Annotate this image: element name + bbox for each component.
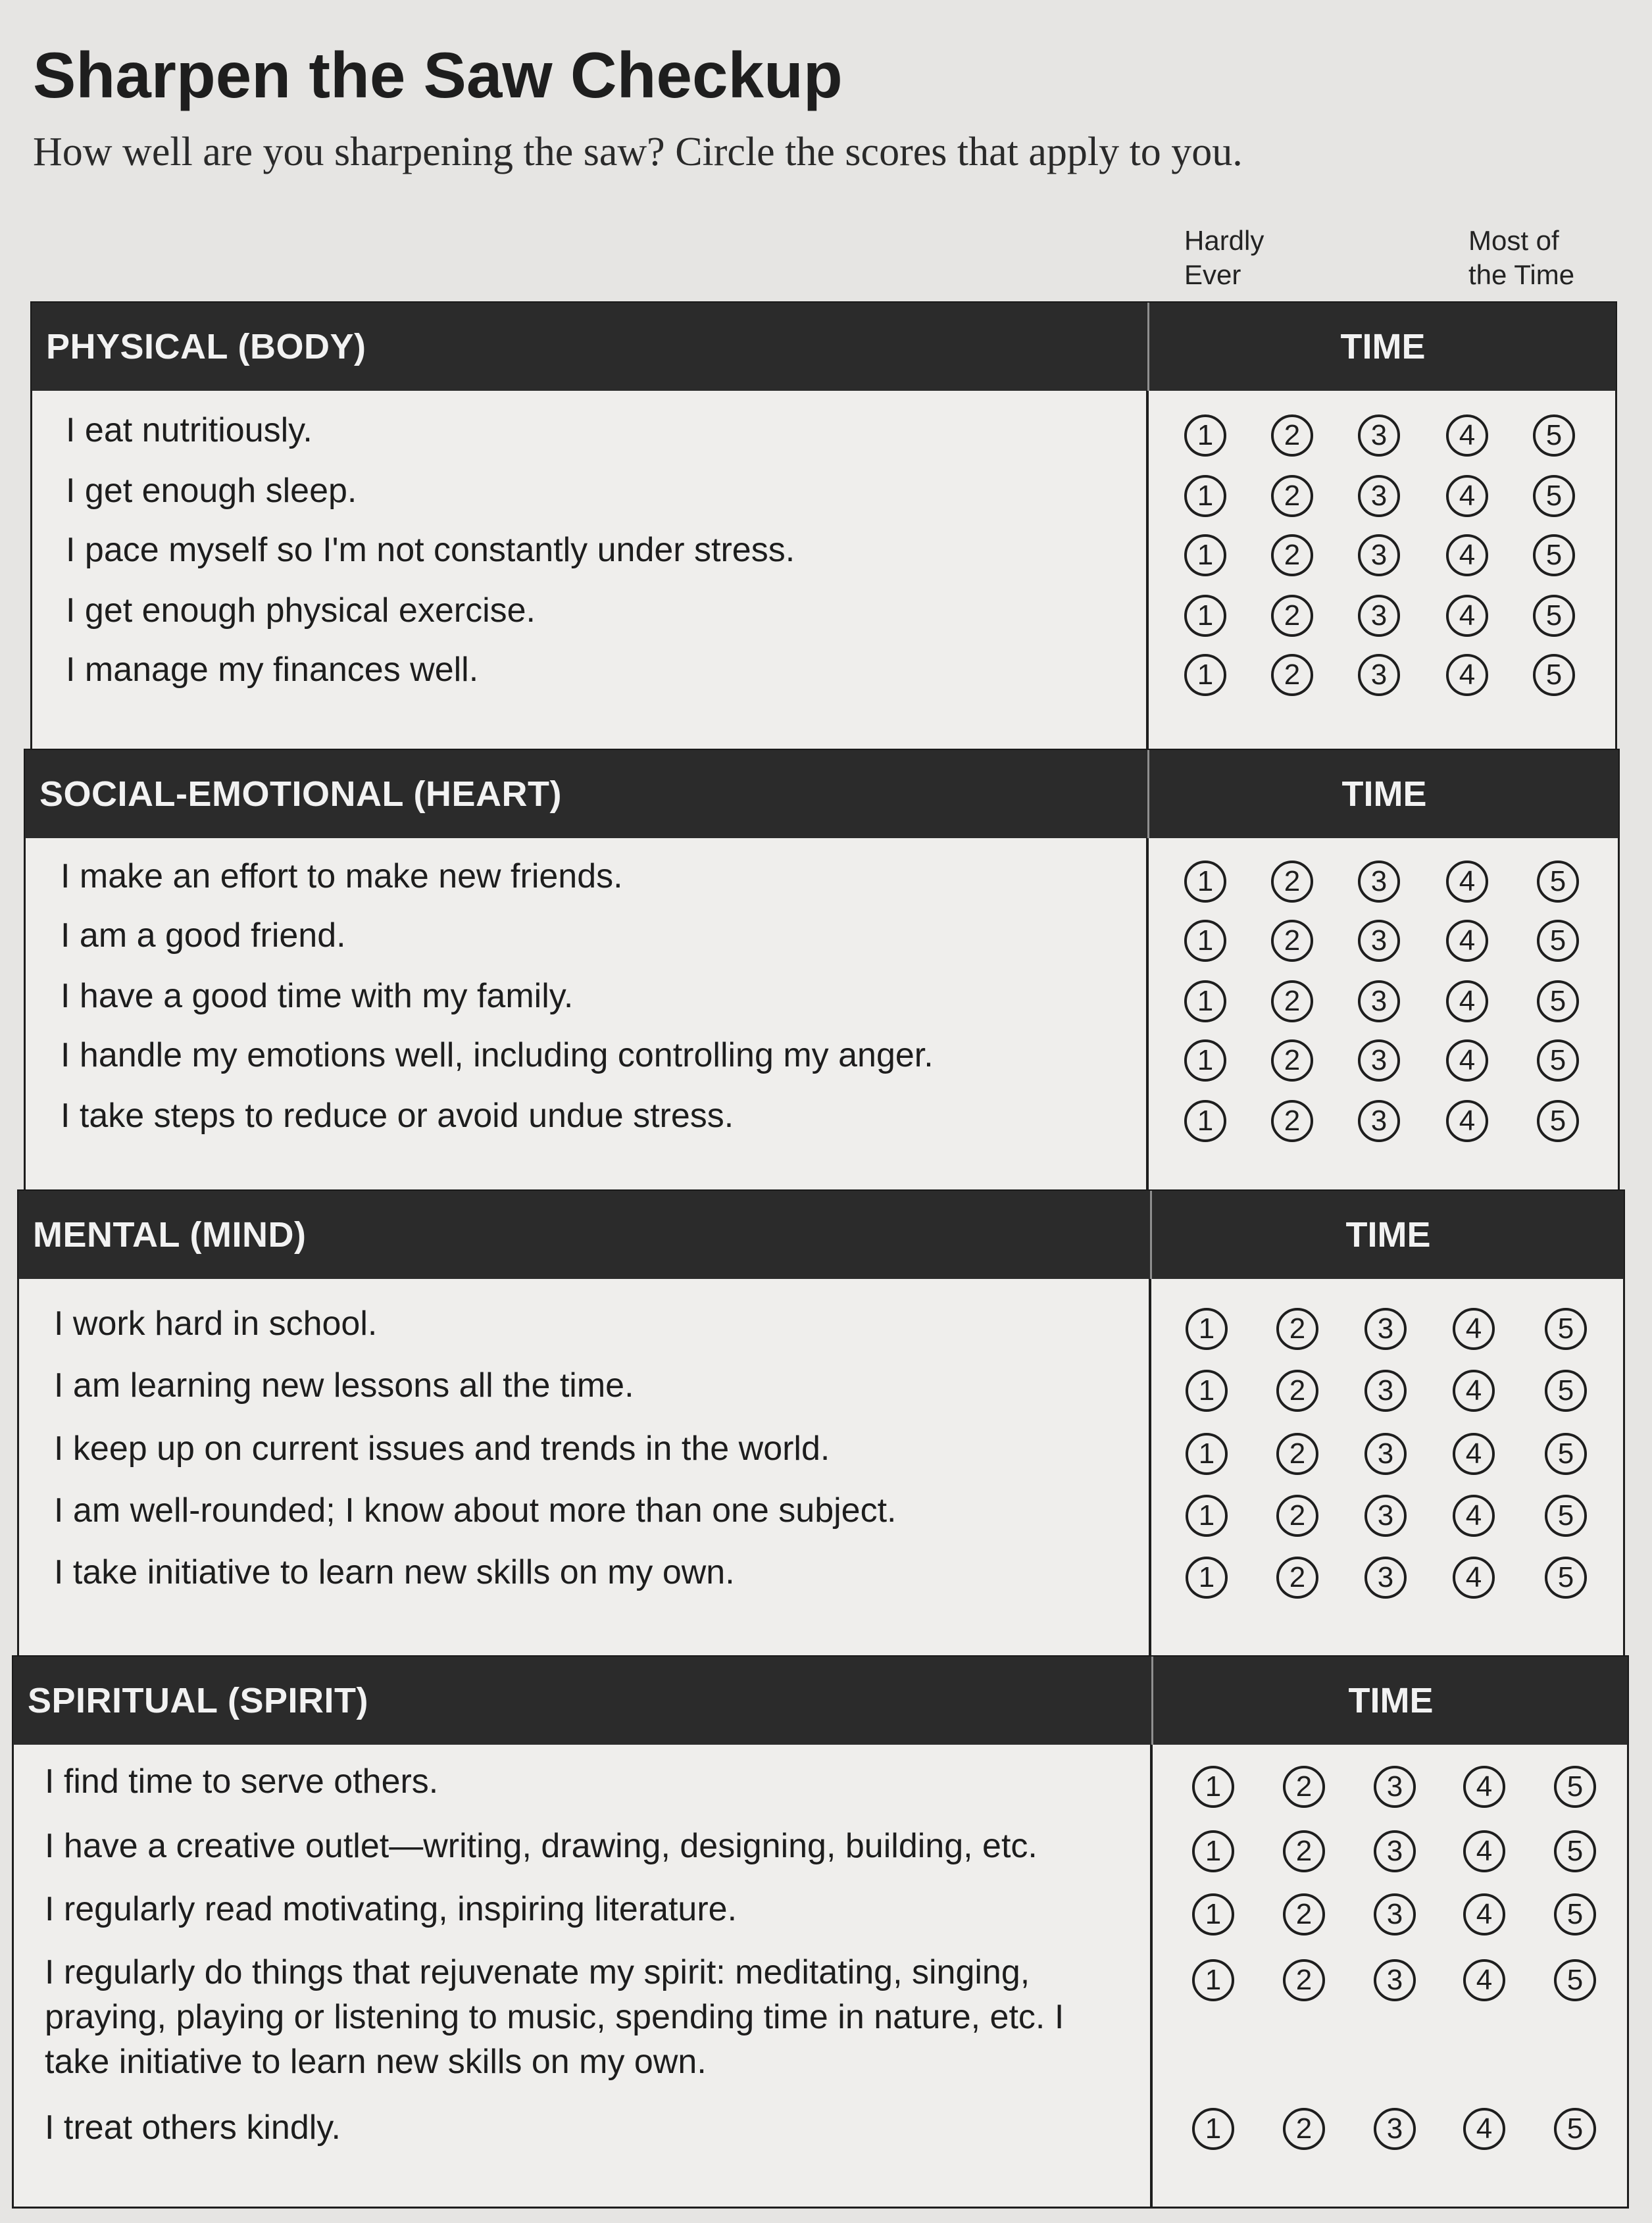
checkup-statement: I eat nutritiously.: [66, 411, 313, 449]
score-circle-4[interactable]: 4: [1463, 1766, 1505, 1808]
score-circle-3[interactable]: 3: [1358, 861, 1400, 903]
score-circle-5[interactable]: 5: [1545, 1557, 1587, 1599]
checkup-statement: I get enough physical exercise.: [66, 591, 536, 630]
score-circle-4[interactable]: 4: [1446, 1100, 1488, 1142]
score-circle-1[interactable]: 1: [1184, 414, 1226, 457]
score-circle-4[interactable]: 4: [1446, 920, 1488, 962]
score-circle-1[interactable]: 1: [1192, 2108, 1234, 2150]
score-circle-5[interactable]: 5: [1537, 1039, 1579, 1082]
score-circle-2[interactable]: 2: [1276, 1370, 1318, 1412]
score-circle-1[interactable]: 1: [1192, 1959, 1234, 2001]
section-header: [12, 1655, 1629, 1746]
column-divider: [1150, 1745, 1153, 2207]
score-circle-1[interactable]: 1: [1192, 1830, 1234, 1872]
score-circle-4[interactable]: 4: [1453, 1308, 1495, 1350]
column-divider: [1146, 838, 1149, 1191]
score-circle-5[interactable]: 5: [1545, 1433, 1587, 1475]
score-circle-5[interactable]: 5: [1545, 1308, 1587, 1350]
score-circle-1[interactable]: 1: [1192, 1766, 1234, 1808]
score-circle-2[interactable]: 2: [1271, 1039, 1313, 1082]
score-circle-2[interactable]: 2: [1271, 414, 1313, 457]
checkup-statement: I am learning new lessons all the time.: [54, 1366, 634, 1405]
score-circle-5[interactable]: 5: [1537, 1100, 1579, 1142]
score-circle-2[interactable]: 2: [1276, 1308, 1318, 1350]
score-circle-4[interactable]: 4: [1446, 654, 1488, 696]
score-circle-4[interactable]: 4: [1446, 595, 1488, 637]
score-circle-3[interactable]: 3: [1364, 1370, 1407, 1412]
score-circle-3[interactable]: 3: [1374, 1830, 1416, 1872]
score-circle-5[interactable]: 5: [1533, 475, 1575, 517]
score-circle-4[interactable]: 4: [1446, 475, 1488, 517]
score-circle-4[interactable]: 4: [1463, 2108, 1505, 2150]
score-circle-5[interactable]: 5: [1533, 654, 1575, 696]
section-title: SPIRITUAL (SPIRIT): [28, 1681, 369, 1720]
score-circle-5[interactable]: 5: [1554, 1830, 1596, 1872]
score-circle-5[interactable]: 5: [1533, 534, 1575, 576]
score-circle-1[interactable]: 1: [1186, 1495, 1228, 1537]
score-circle-5[interactable]: 5: [1533, 595, 1575, 637]
checkup-statement: I get enough sleep.: [66, 472, 357, 510]
score-circle-2[interactable]: 2: [1276, 1433, 1318, 1475]
checkup-statement: I work hard in school.: [54, 1305, 378, 1343]
score-circle-4[interactable]: 4: [1446, 534, 1488, 576]
score-circle-1[interactable]: 1: [1184, 595, 1226, 637]
checkup-statement: I handle my emotions well, including controlling my anger.: [61, 1036, 934, 1074]
score-circle-3[interactable]: 3: [1374, 1766, 1416, 1808]
score-circle-4[interactable]: 4: [1453, 1370, 1495, 1412]
score-circle-1[interactable]: 1: [1184, 1100, 1226, 1142]
score-circle-2[interactable]: 2: [1271, 654, 1313, 696]
score-circle-1[interactable]: 1: [1186, 1433, 1228, 1475]
score-circle-5[interactable]: 5: [1554, 1959, 1596, 2001]
checkup-statement: I find time to serve others.: [45, 1762, 439, 1801]
score-circle-4[interactable]: 4: [1446, 861, 1488, 903]
score-circle-1[interactable]: 1: [1186, 1557, 1228, 1599]
time-column-label: TIME: [1345, 1215, 1431, 1255]
score-circle-1[interactable]: 1: [1184, 475, 1226, 517]
score-circle-1[interactable]: 1: [1192, 1893, 1234, 1936]
section-header: [17, 1189, 1625, 1280]
score-circle-1[interactable]: 1: [1184, 534, 1226, 576]
score-circle-5[interactable]: 5: [1545, 1495, 1587, 1537]
scale-high-line2: the Time: [1468, 259, 1575, 290]
column-divider: [1149, 1279, 1151, 1657]
score-circle-1[interactable]: 1: [1184, 1039, 1226, 1082]
section-title: SOCIAL-EMOTIONAL (HEART): [39, 774, 562, 814]
score-circle-4[interactable]: 4: [1463, 1959, 1505, 2001]
score-circle-3[interactable]: 3: [1364, 1495, 1407, 1537]
checkup-statement: I have a good time with my family.: [61, 977, 574, 1015]
scale-low-line1: Hardly: [1184, 225, 1264, 256]
checkup-statement: I pace myself so I'm not constantly under stress.: [66, 531, 795, 569]
score-circle-4[interactable]: 4: [1453, 1495, 1495, 1537]
time-column-label: TIME: [1348, 1681, 1434, 1720]
page-title: Sharpen the Saw Checkup: [33, 39, 843, 111]
score-circle-2[interactable]: 2: [1271, 595, 1313, 637]
score-circle-5[interactable]: 5: [1545, 1370, 1587, 1412]
score-circle-3[interactable]: 3: [1374, 1893, 1416, 1936]
score-circle-2[interactable]: 2: [1271, 980, 1313, 1022]
score-circle-3[interactable]: 3: [1358, 980, 1400, 1022]
score-circle-5[interactable]: 5: [1554, 1893, 1596, 1936]
page-subtitle: How well are you sharpening the saw? Circle the scores that apply to you.: [33, 130, 1243, 174]
section-header: [30, 301, 1617, 392]
score-circle-5[interactable]: 5: [1533, 414, 1575, 457]
score-circle-2[interactable]: 2: [1276, 1557, 1318, 1599]
score-circle-2[interactable]: 2: [1271, 920, 1313, 962]
score-circle-1[interactable]: 1: [1186, 1370, 1228, 1412]
score-circle-4[interactable]: 4: [1446, 414, 1488, 457]
score-circle-2[interactable]: 2: [1271, 475, 1313, 517]
table-bottom-border: [12, 2207, 1629, 2209]
score-circle-1[interactable]: 1: [1184, 980, 1226, 1022]
score-circle-4[interactable]: 4: [1453, 1433, 1495, 1475]
score-circle-2[interactable]: 2: [1283, 2108, 1325, 2150]
section-title: PHYSICAL (BODY): [46, 327, 366, 366]
scale-high-line1: Most of: [1468, 225, 1559, 256]
score-circle-2[interactable]: 2: [1283, 1766, 1325, 1808]
checkup-statement: I keep up on current issues and trends in the world.: [54, 1430, 830, 1468]
score-circle-2[interactable]: 2: [1283, 1830, 1325, 1872]
checkup-statement: I take steps to reduce or avoid undue stress.: [61, 1097, 734, 1135]
score-circle-3[interactable]: 3: [1374, 1959, 1416, 2001]
score-circle-4[interactable]: 4: [1446, 1039, 1488, 1082]
score-circle-2[interactable]: 2: [1276, 1495, 1318, 1537]
score-circle-3[interactable]: 3: [1358, 414, 1400, 457]
score-circle-3[interactable]: 3: [1358, 475, 1400, 517]
score-circle-1[interactable]: 1: [1184, 654, 1226, 696]
score-circle-2[interactable]: 2: [1283, 1893, 1325, 1936]
checkup-statement: I am well-rounded; I know about more than one subject.: [54, 1491, 897, 1530]
time-column-label: TIME: [1341, 774, 1427, 814]
checkup-statement: I am a good friend.: [61, 916, 346, 955]
score-circle-4[interactable]: 4: [1453, 1557, 1495, 1599]
score-circle-3[interactable]: 3: [1358, 595, 1400, 637]
checkup-statement: I manage my finances well.: [66, 651, 479, 689]
score-circle-2[interactable]: 2: [1283, 1959, 1325, 2001]
scale-low-line2: Ever: [1184, 259, 1241, 290]
checkup-statement: I make an effort to make new friends.: [61, 857, 623, 895]
score-circle-3[interactable]: 3: [1358, 1100, 1400, 1142]
score-circle-3[interactable]: 3: [1358, 534, 1400, 576]
score-circle-5[interactable]: 5: [1554, 2108, 1596, 2150]
score-circle-3[interactable]: 3: [1364, 1557, 1407, 1599]
score-circle-2[interactable]: 2: [1271, 534, 1313, 576]
score-circle-3[interactable]: 3: [1364, 1433, 1407, 1475]
checkup-statement: I have a creative outlet—writing, drawing, designing, building, etc.: [45, 1827, 1038, 1865]
score-circle-3[interactable]: 3: [1358, 920, 1400, 962]
section-header: [24, 749, 1620, 839]
score-circle-3[interactable]: 3: [1358, 1039, 1400, 1082]
scale-high-label: [1468, 224, 1574, 292]
checkup-statement: I regularly read motivating, inspiring literature.: [45, 1890, 738, 1928]
score-circle-2[interactable]: 2: [1271, 861, 1313, 903]
score-circle-1[interactable]: 1: [1186, 1308, 1228, 1350]
score-circle-4[interactable]: 4: [1463, 1893, 1505, 1936]
score-circle-4[interactable]: 4: [1446, 980, 1488, 1022]
score-circle-2[interactable]: 2: [1271, 1100, 1313, 1142]
score-circle-5[interactable]: 5: [1537, 861, 1579, 903]
section-title: MENTAL (MIND): [33, 1215, 307, 1255]
column-divider: [1146, 391, 1149, 750]
score-circle-3[interactable]: 3: [1358, 654, 1400, 696]
score-circle-1[interactable]: 1: [1184, 920, 1226, 962]
checkup-statement: I treat others kindly.: [45, 2109, 341, 2147]
score-circle-1[interactable]: 1: [1184, 861, 1226, 903]
checkup-statement: I regularly do things that rejuvenate my spirit: meditating, singing, praying, playing or listening to music, spending time in nature, etc. I take initiative to learn new skills on my own.: [45, 1953, 1064, 2081]
score-circle-5[interactable]: 5: [1537, 920, 1579, 962]
score-circle-3[interactable]: 3: [1364, 1308, 1407, 1350]
scale-low-label: [1184, 224, 1264, 292]
checkup-statement: I take initiative to learn new skills on my own.: [54, 1553, 735, 1591]
score-circle-5[interactable]: 5: [1554, 1766, 1596, 1808]
score-circle-4[interactable]: 4: [1463, 1830, 1505, 1872]
score-circle-5[interactable]: 5: [1537, 980, 1579, 1022]
score-circle-3[interactable]: 3: [1374, 2108, 1416, 2150]
time-column-label: TIME: [1340, 327, 1426, 366]
